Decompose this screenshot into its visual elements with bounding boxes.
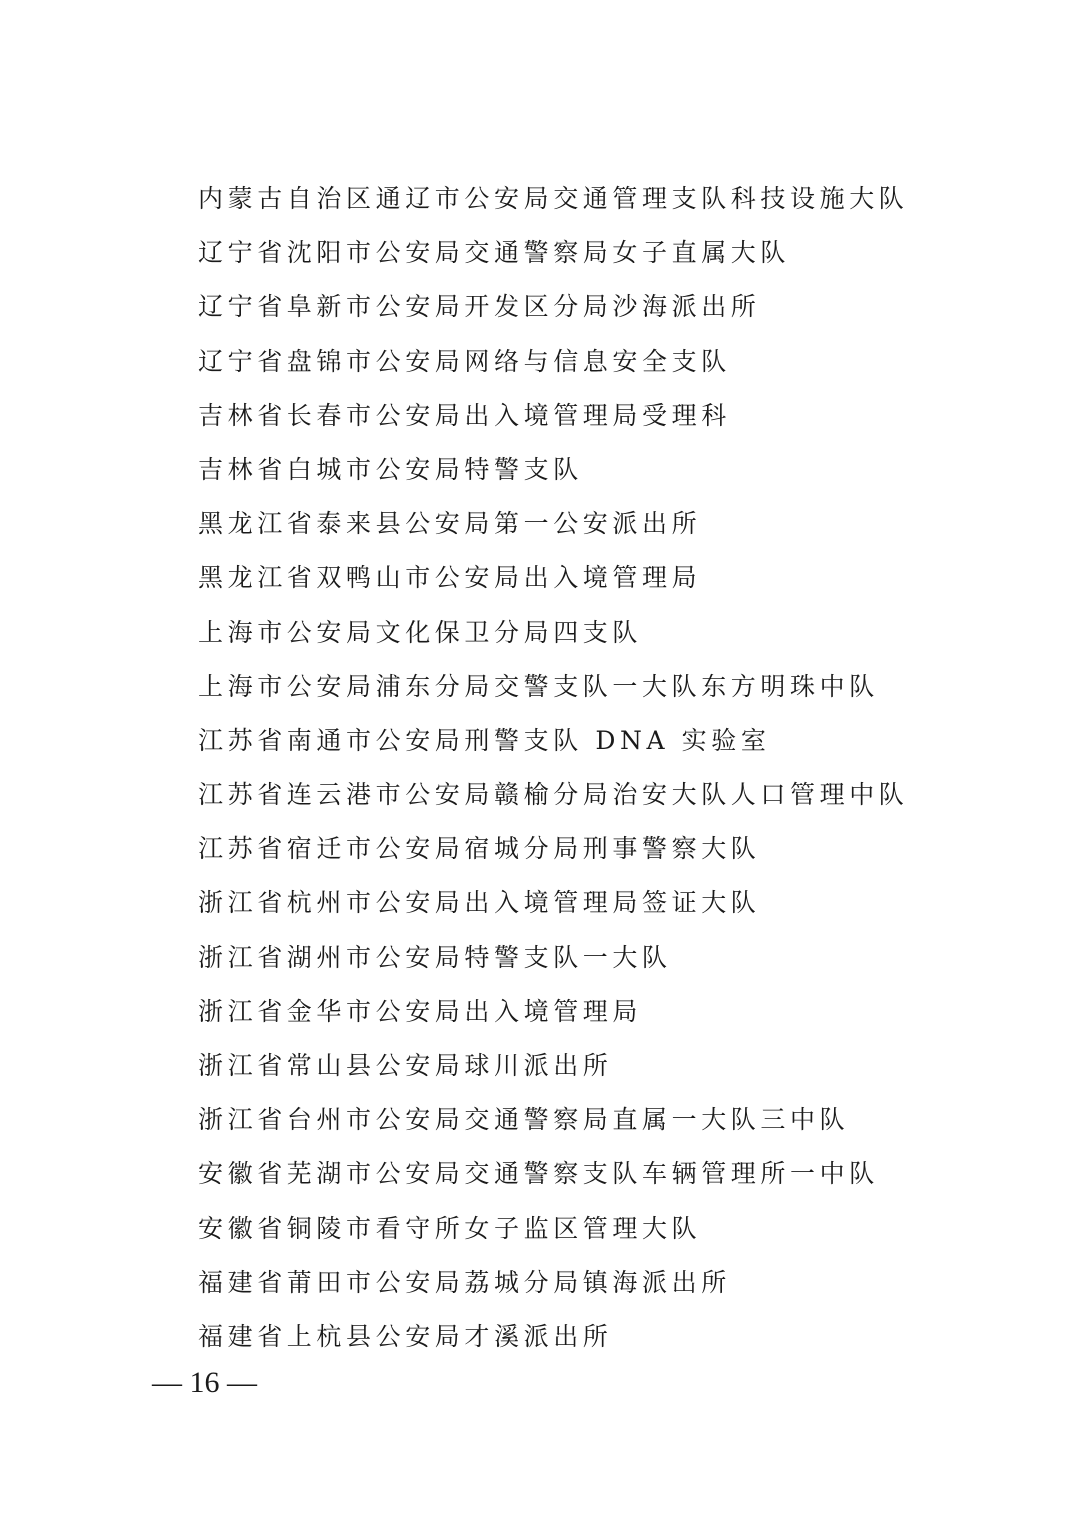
list-item: 辽宁省盘锦市公安局网络与信息安全支队 <box>198 346 731 376</box>
page-number: — 16 — <box>152 1366 257 1399</box>
list-item: 江苏省连云港市公安局赣榆分局治安大队人口管理中队 <box>198 780 909 810</box>
list-item: 辽宁省阜新市公安局开发区分局沙海派出所 <box>198 292 761 322</box>
list-item: 江苏省南通市公安局刑警支队 DNA 实验室 <box>198 725 771 755</box>
list-item: 吉林省长春市公安局出入境管理局受理科 <box>198 400 731 430</box>
list-item: 浙江省台州市公安局交通警察局直属一大队三中队 <box>198 1105 850 1135</box>
list-item: 江苏省宿迁市公安局宿城分局刑事警察大队 <box>198 834 761 864</box>
list-item: 黑龙江省双鸭山市公安局出入境管理局 <box>198 563 702 593</box>
list-item: 吉林省白城市公安局特警支队 <box>198 454 583 484</box>
list-item: 福建省上杭县公安局才溪派出所 <box>198 1321 613 1351</box>
list-item: 浙江省金华市公安局出入境管理局 <box>198 996 643 1026</box>
list-item: 浙江省湖州市公安局特警支队一大队 <box>198 942 672 972</box>
list-item: 福建省莆田市公安局荔城分局镇海派出所 <box>198 1267 731 1297</box>
list-item: 浙江省杭州市公安局出入境管理局签证大队 <box>198 888 761 918</box>
list-item: 辽宁省沈阳市公安局交通警察局女子直属大队 <box>198 238 791 268</box>
list-item: 内蒙古自治区通辽市公安局交通管理支队科技设施大队 <box>198 184 909 213</box>
list-item: 上海市公安局浦东分局交警支队一大队东方明珠中队 <box>198 671 879 701</box>
unit-list <box>198 172 1018 1364</box>
list-item: 安徽省铜陵市看守所女子监区管理大队 <box>198 1213 702 1243</box>
list-item: 上海市公安局文化保卫分局四支队 <box>198 617 643 647</box>
list-item: 黑龙江省泰来县公安局第一公安派出所 <box>198 509 702 539</box>
list-item: 浙江省常山县公安局球川派出所 <box>198 1051 613 1080</box>
list-item: 安徽省芜湖市公安局交通警察支队车辆管理所一中队 <box>198 1159 879 1189</box>
